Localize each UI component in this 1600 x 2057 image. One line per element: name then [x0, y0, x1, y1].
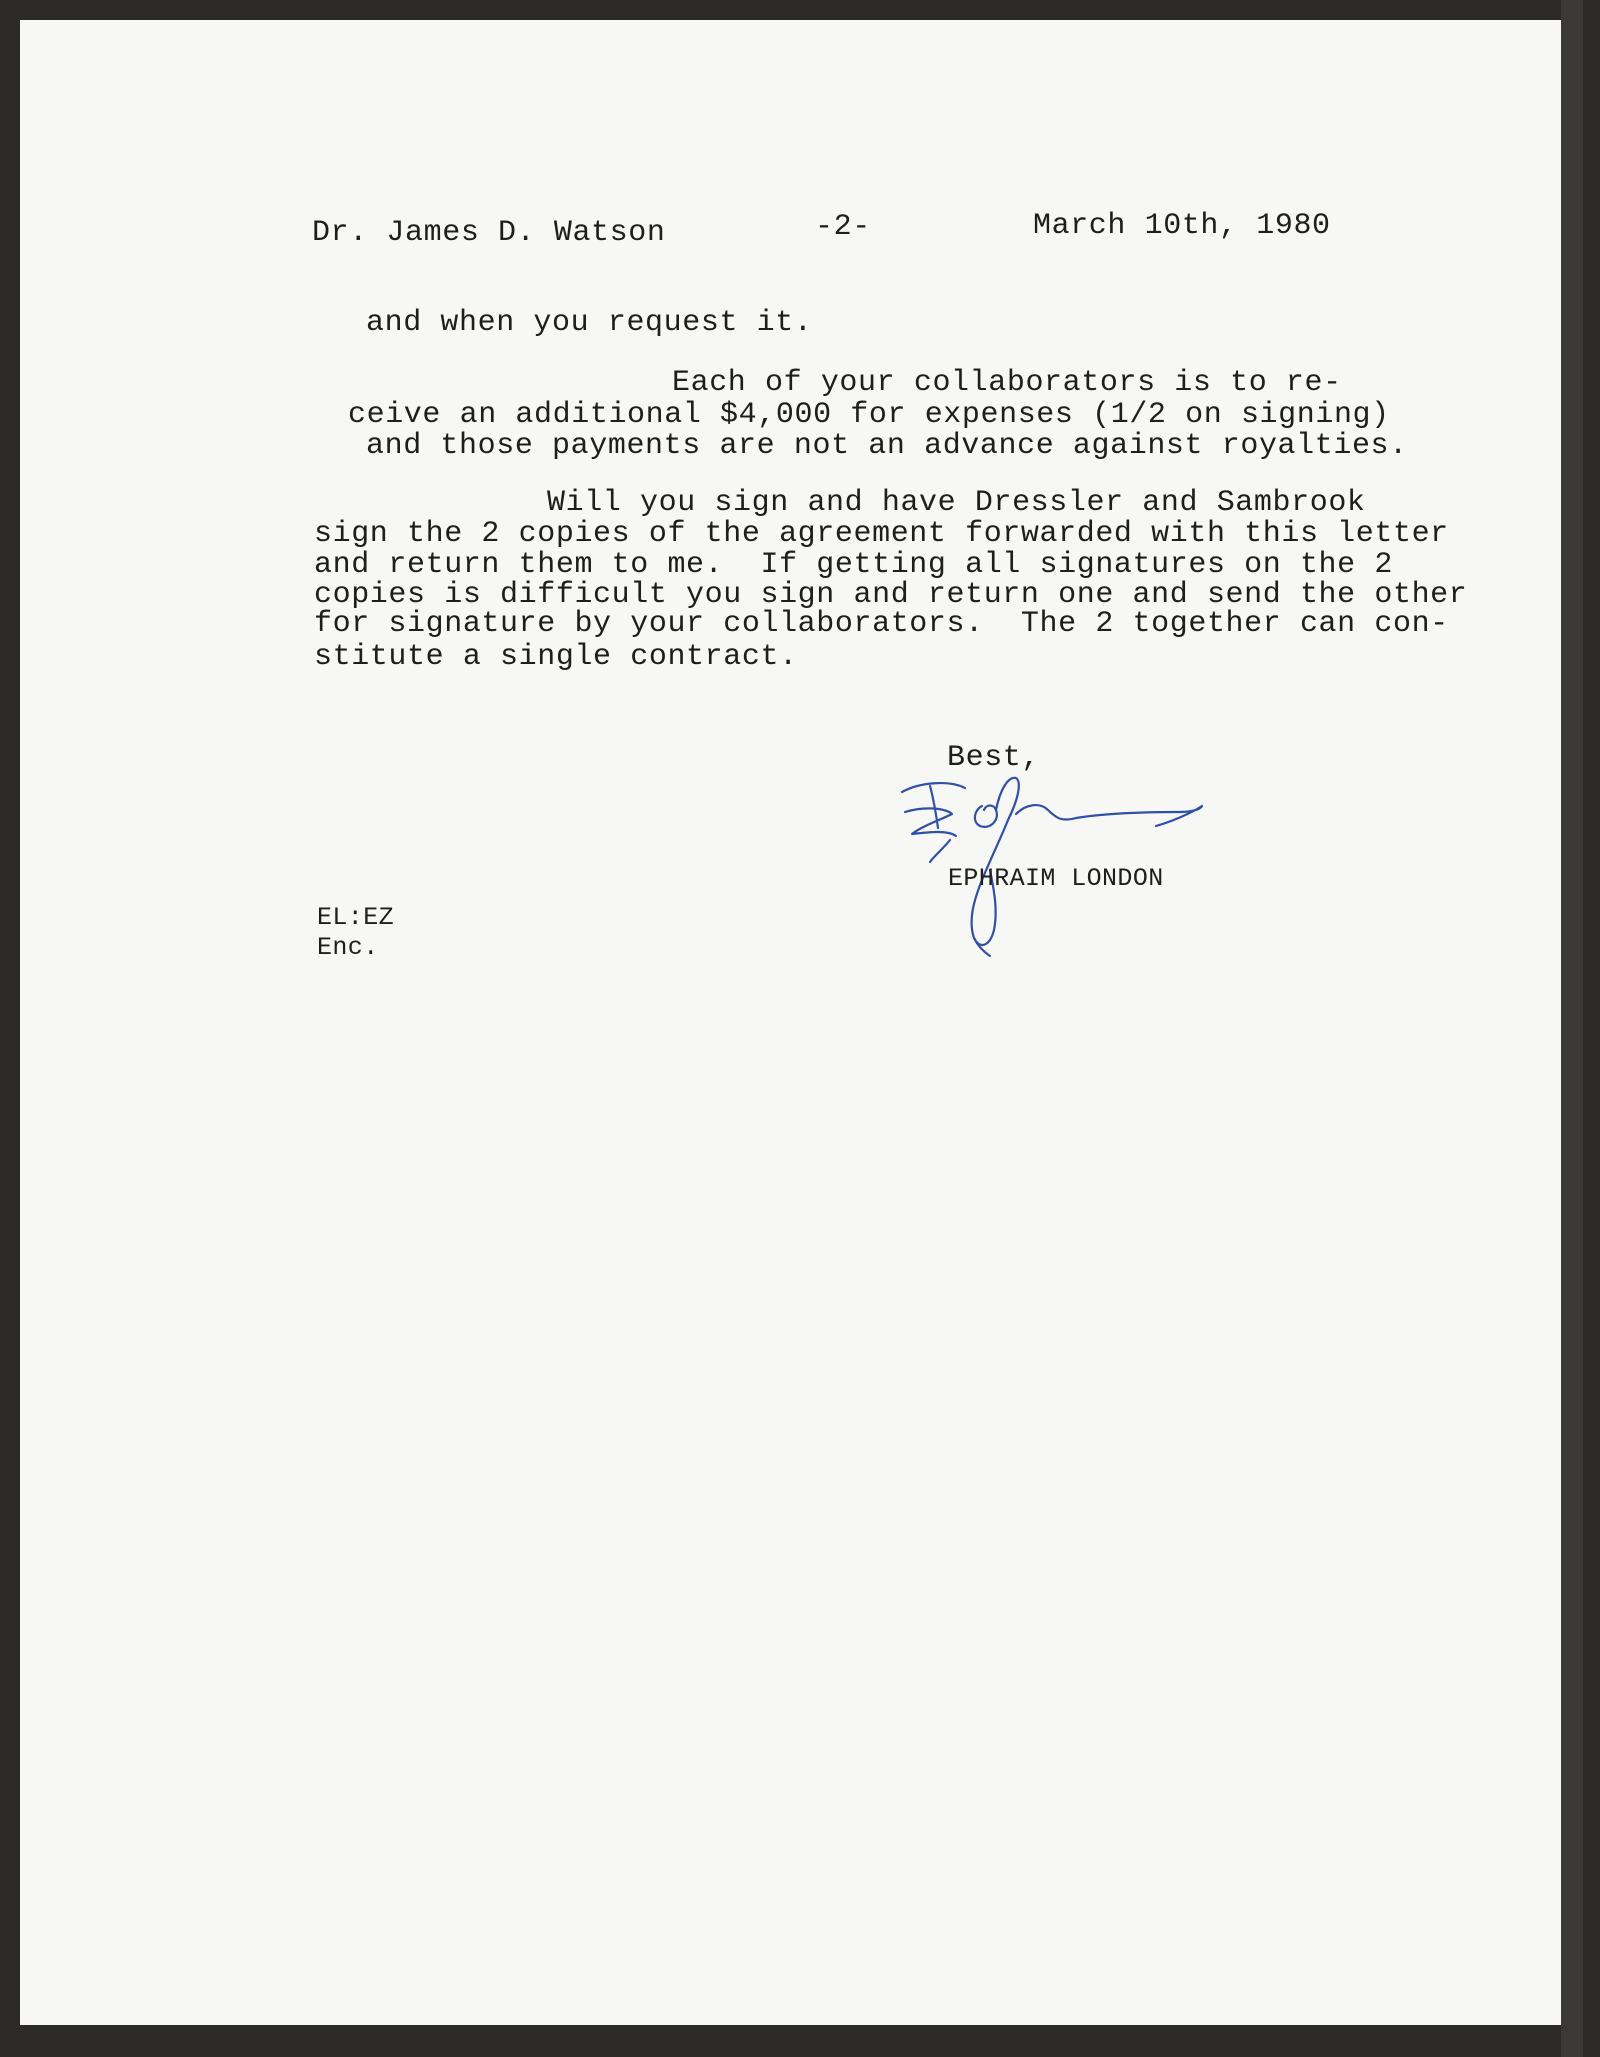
typist-initials: EL:EZ — [317, 903, 395, 932]
paragraph-line: stitute a single contract. — [314, 640, 798, 674]
paragraph-line: sign the 2 copies of the agreement forwarded with this letter — [314, 517, 1449, 551]
recipient-name: Dr. James D. Watson — [312, 216, 666, 250]
paragraph-line: copies is difficult you sign and return one and send the other — [314, 578, 1468, 612]
letter-date: March 10th, 1980 — [1033, 209, 1331, 243]
paragraph-line: and return them to me. If getting all signatures on the 2 — [314, 548, 1393, 582]
paragraph-line: for signature by your collaborators. The 2 together can con- — [314, 607, 1449, 641]
paragraph-line: ceive an additional $4,000 for expenses (1/2 on signing) — [348, 398, 1390, 432]
page-edge — [1561, 0, 1583, 2057]
page-number: -2- — [815, 210, 871, 244]
enclosure-note: Enc. — [317, 933, 379, 962]
continuation-line: and when you request it. — [366, 306, 813, 340]
paragraph-line: Each of your collaborators is to re- — [672, 366, 1342, 400]
closing-salutation: Best, — [947, 741, 1041, 775]
paragraph-line: Will you sign and have Dressler and Sambrook — [547, 486, 1366, 520]
signer-name: EPHRAIM LONDON — [948, 864, 1164, 893]
paragraph-line: and those payments are not an advance against royalties. — [366, 429, 1408, 463]
